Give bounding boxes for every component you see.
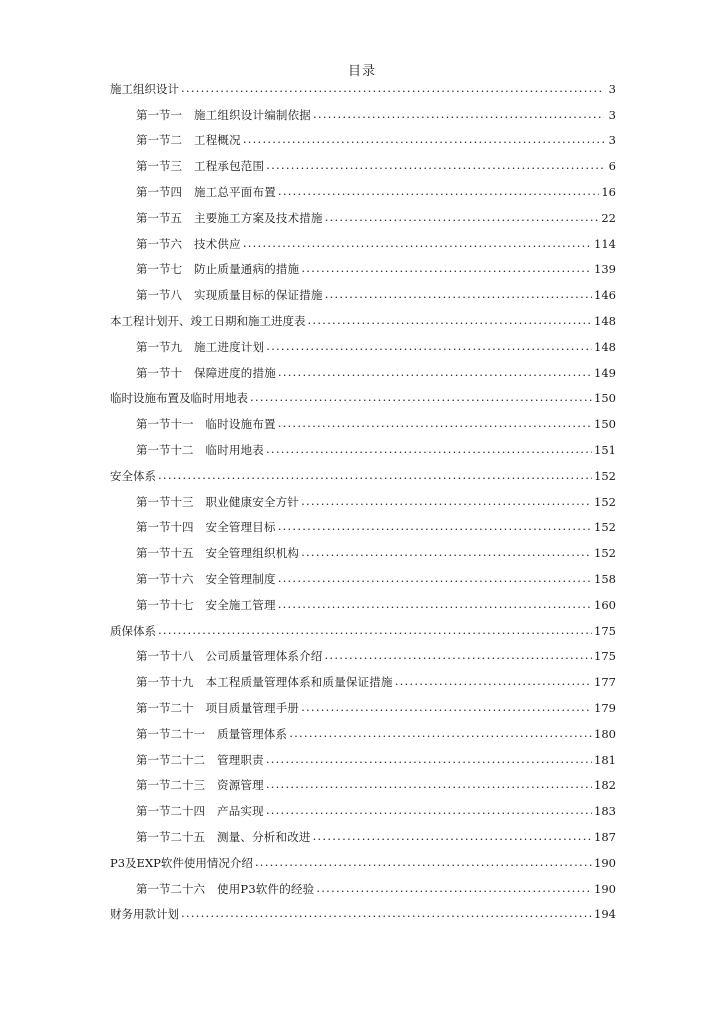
toc-entry-title: 管理职责	[217, 752, 264, 767]
toc-page-number: 148	[594, 314, 616, 329]
toc-page-number: 3	[608, 107, 616, 122]
toc-page-number: 181	[594, 752, 616, 767]
toc-subentry[interactable]	[110, 282, 616, 308]
toc-title: 目录	[347, 64, 376, 79]
toc-entry-number: 第一节十五	[136, 546, 194, 561]
toc-entry-title: 临时用地表	[205, 443, 264, 458]
toc-subentry[interactable]	[110, 334, 616, 360]
toc-entry-title: 施工组织设计	[110, 81, 179, 96]
toc-entry-title: 主要施工方案及技术措施	[194, 210, 323, 225]
dot-leader	[278, 597, 592, 611]
table-of-contents	[110, 76, 616, 927]
dot-leader	[278, 519, 592, 533]
toc-entry-title: P3及EXP软件使用情况介绍	[110, 855, 253, 870]
toc-page-number: 146	[594, 288, 616, 303]
toc-page-number: 148	[594, 339, 616, 354]
toc-subentry[interactable]	[110, 592, 616, 618]
toc-page-number: 152	[594, 520, 616, 535]
toc-subentry[interactable]	[110, 128, 616, 154]
toc-entry-title: 使用P3软件的经验	[217, 881, 315, 896]
toc-entry-title: 防止质量通病的措施	[194, 262, 300, 277]
dot-leader	[158, 623, 592, 637]
toc-subentry[interactable]	[110, 205, 616, 231]
dot-leader	[301, 545, 592, 559]
toc-entry-title: 技术供应	[194, 236, 241, 251]
toc-section-entry[interactable]	[110, 463, 616, 489]
toc-entry-number: 第一节十	[136, 365, 182, 380]
dot-leader	[325, 287, 592, 301]
toc-entry-title: 本工程质量管理体系和质量保证措施	[205, 675, 393, 690]
toc-page-number: 180	[594, 726, 616, 741]
toc-entry-number: 第一节二十二	[136, 752, 205, 767]
dot-leader	[313, 107, 604, 121]
toc-entry-title: 临时设施布置及临时用地表	[110, 391, 248, 406]
toc-entry-number: 第一节五	[136, 210, 182, 225]
toc-page-number: 187	[594, 830, 616, 844]
toc-entry-number: 第一节二	[136, 133, 182, 148]
toc-entry-title: 安全管理目标	[205, 520, 276, 535]
toc-entry-title: 实现质量目标的保证措施	[194, 288, 323, 303]
toc-page-number: 6	[608, 159, 616, 174]
toc-subentry[interactable]	[110, 360, 616, 386]
toc-subentry[interactable]	[110, 644, 616, 670]
toc-subentry[interactable]	[110, 231, 616, 257]
toc-entry-title: 测量、分析和改进	[217, 830, 311, 844]
toc-page-number: 175	[594, 623, 616, 638]
toc-entry-title: 施工进度计划	[194, 339, 265, 354]
toc-entry-number: 第一节三	[136, 159, 182, 174]
toc-entry-title: 工程承包范围	[194, 159, 265, 174]
toc-entry-number: 第一节十六	[136, 572, 194, 587]
dot-leader	[325, 648, 593, 662]
toc-entry-title: 安全施工管理	[205, 597, 276, 612]
toc-subentry[interactable]	[110, 876, 616, 902]
dot-leader	[243, 132, 604, 146]
toc-subentry[interactable]	[110, 566, 616, 592]
dot-leader	[181, 906, 592, 920]
toc-subentry[interactable]	[110, 695, 616, 721]
toc-subentry[interactable]	[110, 747, 616, 773]
toc-section-entry[interactable]	[110, 76, 616, 102]
toc-section-entry[interactable]	[110, 308, 616, 334]
toc-entry-number: 第一节十一	[136, 417, 194, 432]
dot-leader	[250, 390, 592, 404]
toc-page-number: 190	[594, 881, 616, 896]
toc-section-entry[interactable]	[110, 618, 616, 644]
dot-leader	[278, 184, 599, 198]
dot-leader	[158, 468, 592, 482]
toc-subentry[interactable]	[110, 773, 616, 799]
dot-leader	[266, 752, 592, 766]
dot-leader	[266, 158, 604, 172]
toc-subentry[interactable]	[110, 798, 616, 824]
toc-page-number: 149	[594, 365, 616, 380]
toc-page-number: 183	[594, 804, 616, 819]
toc-page-number: 194	[594, 907, 616, 922]
toc-subentry[interactable]	[110, 102, 616, 128]
toc-entry-number: 第一节十四	[136, 520, 194, 535]
toc-entry-number: 第一节二十四	[136, 804, 205, 819]
toc-entry-title: 工程概况	[194, 133, 241, 148]
dot-leader	[301, 494, 592, 508]
toc-entry-title: 临时设施布置	[205, 417, 276, 432]
dot-leader	[308, 313, 593, 327]
dot-leader	[278, 571, 592, 585]
dot-leader	[289, 726, 592, 740]
dot-leader	[316, 881, 592, 895]
toc-page-number: 152	[594, 546, 616, 561]
toc-subentry[interactable]	[110, 540, 616, 566]
toc-subentry[interactable]	[110, 437, 616, 463]
toc-page-number: 114	[594, 236, 616, 251]
dot-leader	[243, 236, 592, 250]
toc-page-number: 177	[594, 675, 616, 690]
toc-entry-title: 财务用款计划	[110, 907, 179, 922]
toc-entry-title: 本工程计划开、竣工日期和施工进度表	[110, 314, 306, 329]
toc-section-entry[interactable]	[110, 850, 616, 876]
toc-entry-number: 第一节二十六	[136, 881, 205, 896]
dot-leader	[301, 700, 592, 714]
toc-page-number: 22	[601, 210, 616, 225]
toc-entry-number: 第一节七	[136, 262, 182, 277]
dot-leader	[325, 210, 600, 224]
toc-entry-number: 第一节二十五	[136, 830, 205, 844]
toc-entry-number: 第一节十二	[136, 443, 194, 458]
dot-leader	[278, 365, 592, 379]
toc-page-number: 152	[594, 468, 616, 483]
dot-leader	[313, 829, 592, 843]
toc-subentry[interactable]	[110, 411, 616, 437]
toc-page-number: 182	[594, 778, 616, 793]
toc-section-entry[interactable]	[110, 902, 616, 928]
toc-subentry[interactable]	[110, 179, 616, 205]
dot-leader	[266, 442, 592, 456]
toc-entry-number: 第一节十七	[136, 597, 194, 612]
toc-entry-title: 质量管理体系	[217, 726, 288, 741]
toc-entry-number: 第一节二十三	[136, 778, 205, 793]
toc-entry-title: 施工总平面布置	[194, 185, 276, 200]
toc-entry-title: 项目质量管理手册	[205, 701, 300, 716]
toc-page-number: 158	[594, 572, 616, 587]
dot-leader	[266, 339, 592, 353]
toc-subentry[interactable]	[110, 721, 616, 747]
dot-leader	[266, 803, 592, 817]
toc-page-number: 179	[594, 701, 616, 716]
toc-entry-number: 第一节二十	[136, 701, 194, 716]
dot-leader	[301, 261, 592, 275]
toc-page-number: 3	[608, 133, 616, 148]
toc-entry-title: 职业健康安全方针	[205, 494, 300, 509]
toc-subentry[interactable]	[110, 489, 616, 515]
toc-entry-number: 第一节六	[136, 236, 182, 251]
toc-entry-number: 第一节十九	[136, 675, 194, 690]
toc-entry-title: 保障进度的措施	[194, 365, 276, 380]
dot-leader	[181, 81, 604, 95]
toc-subentry[interactable]	[110, 257, 616, 283]
toc-subentry[interactable]	[110, 153, 616, 179]
toc-page-number: 139	[594, 262, 616, 277]
toc-subentry[interactable]	[110, 515, 616, 541]
toc-page-number: 152	[594, 494, 616, 509]
toc-page-number: 160	[594, 597, 616, 612]
toc-entry-number: 第一节十八	[136, 649, 194, 664]
toc-entry-number: 第一节一	[136, 107, 182, 122]
toc-entry-title: 公司质量管理体系介绍	[205, 649, 323, 664]
toc-page-number: 150	[594, 391, 616, 406]
toc-entry-title: 安全管理组织机构	[205, 546, 300, 561]
toc-page-number: 3	[608, 81, 616, 96]
toc-page-number: 190	[594, 855, 616, 870]
toc-page-number: 175	[594, 649, 616, 664]
toc-section-entry[interactable]	[110, 386, 616, 412]
toc-entry-title: 安全体系	[110, 468, 156, 483]
toc-page-number: 150	[594, 417, 616, 432]
dot-leader	[395, 674, 592, 688]
toc-page-number: 16	[601, 185, 616, 200]
toc-entry-title: 施工组织设计编制依据	[194, 107, 311, 122]
toc-entry-number: 第一节二十一	[136, 726, 205, 741]
toc-page-number: 151	[594, 443, 616, 458]
dot-leader	[255, 855, 592, 869]
toc-subentry[interactable]	[110, 824, 616, 850]
toc-entry-number: 第一节九	[136, 339, 182, 354]
dot-leader	[278, 416, 592, 430]
toc-entry-title: 产品实现	[217, 804, 264, 819]
toc-entry-title: 质保体系	[110, 623, 156, 638]
toc-subentry[interactable]	[110, 669, 616, 695]
toc-entry-title: 资源管理	[217, 778, 264, 793]
dot-leader	[266, 777, 592, 791]
toc-entry-number: 第一节八	[136, 288, 182, 303]
toc-entry-number: 第一节四	[136, 185, 182, 200]
toc-entry-title: 安全管理制度	[205, 572, 276, 587]
toc-entry-number: 第一节十三	[136, 494, 194, 509]
